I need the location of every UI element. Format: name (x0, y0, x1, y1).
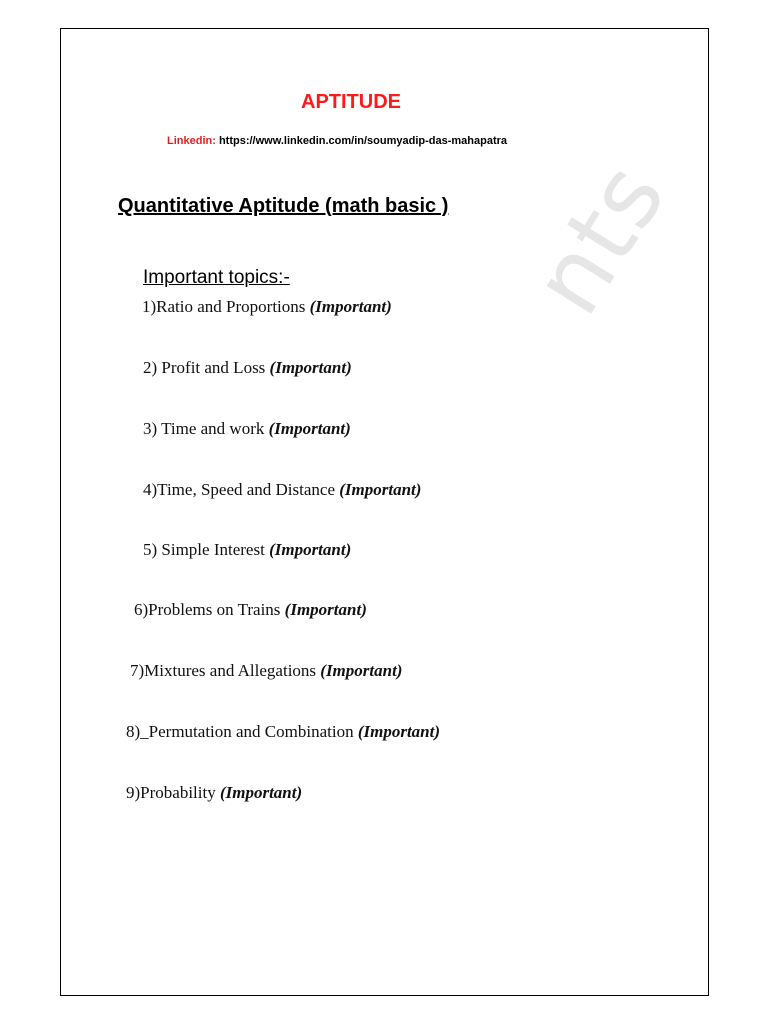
topic-tag: (Important) (357, 722, 441, 741)
topic-tag: (Important) (284, 600, 367, 619)
topic-item (143, 419, 351, 439)
linkedin-label: Linkedin: (167, 135, 216, 147)
linkedin-line (167, 135, 507, 147)
document-page (60, 28, 709, 996)
topic-text: 5) Simple Interest (143, 540, 265, 559)
topic-tag: (Important) (219, 783, 303, 802)
topic-item (134, 600, 367, 620)
topic-text: 3) Time and work (143, 419, 265, 438)
topic-tag: (Important) (309, 297, 392, 316)
topics-subheading: Important topics:- (143, 267, 290, 288)
section-heading: Quantitative Aptitude (math basic ) (118, 195, 449, 217)
topic-item (142, 297, 392, 317)
topic-text: 7)Mixtures and Allegations (130, 661, 317, 680)
topic-tag: (Important) (269, 358, 352, 377)
topic-tag: (Important) (339, 480, 422, 499)
topic-text: 6)Problems on Trains (134, 600, 281, 619)
topic-text: 4)Time, Speed and Distance (143, 480, 336, 499)
topic-item (143, 480, 421, 500)
topic-item (126, 783, 302, 803)
page-title: APTITUDE (301, 91, 401, 113)
linkedin-url[interactable]: https://www.linkedin.com/in/soumyadip-das-mahapatra (218, 135, 508, 147)
topic-text: 8)_Permutation and Combination (126, 722, 354, 741)
topic-item (143, 358, 352, 378)
topic-item (143, 540, 351, 560)
topic-tag: (Important) (320, 661, 403, 680)
topic-text: 2) Profit and Loss (143, 358, 266, 377)
topic-tag: (Important) (269, 540, 352, 559)
topic-item (126, 722, 440, 742)
watermark: nts (511, 142, 688, 334)
topic-text: 1)Ratio and Proportions (142, 297, 306, 316)
topic-item (130, 661, 402, 681)
topic-tag: (Important) (268, 419, 351, 438)
topic-text: 9)Probability (126, 783, 216, 802)
